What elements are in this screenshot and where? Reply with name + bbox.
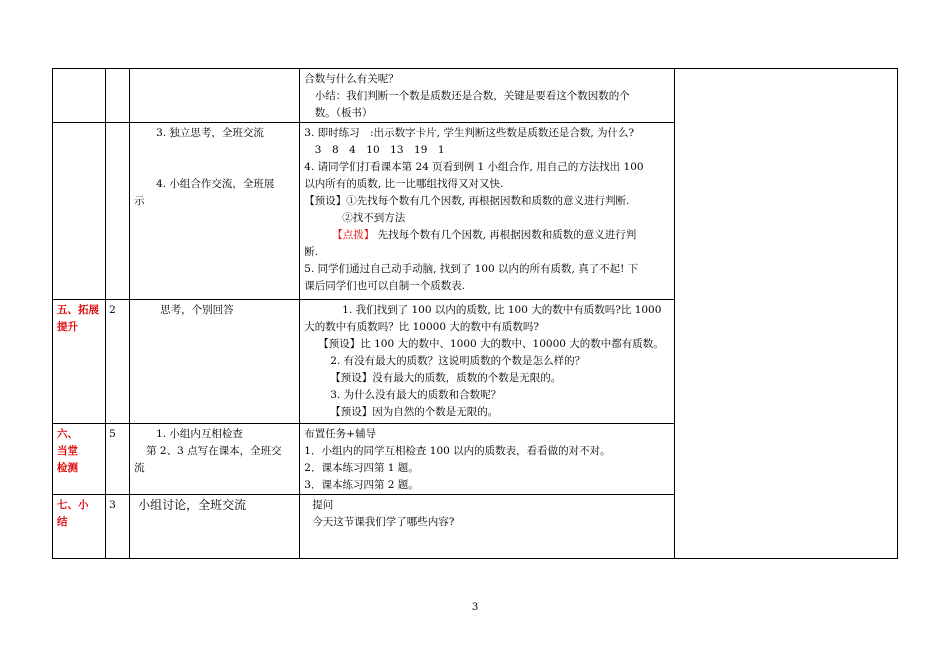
hint-text: 先找每个数有几个因数, 再根据因数和质数的意义进行判	[377, 229, 637, 241]
lesson-plan-table	[52, 68, 898, 559]
student-activity-cell	[130, 69, 300, 123]
notes-cell	[674, 69, 897, 559]
teacher-line: 5. 同学们通过自己动手动脑, 找到了 100 以内的所有质数, 真了不起! 下	[304, 263, 639, 275]
teacher-line: 小结：我们判断一个数是质数还是合数，关键是要看这个数因数的个	[304, 90, 630, 102]
section-cell	[53, 300, 106, 424]
student-line: 思考，个别回答	[160, 304, 234, 316]
teacher-line: 3 8 4 10 13 19 1	[304, 144, 445, 156]
student-activity-cell	[130, 300, 300, 424]
section-cell	[53, 69, 106, 123]
section-label: 检测	[57, 462, 78, 474]
teacher-line: 3. 为什么没有最大的质数和合数呢？	[330, 389, 502, 401]
teacher-hint-line	[304, 227, 671, 244]
teacher-line: 2. 有没有最大的质数？这说明质数的个数是怎么样的？	[330, 355, 586, 367]
teacher-activity-cell	[300, 424, 674, 495]
student-line: 示	[134, 195, 145, 207]
student-line: 第 2、3 点写在课本，全班交	[146, 445, 282, 457]
student-line: 流	[134, 462, 145, 474]
student-activity-cell	[130, 123, 300, 300]
teacher-line: 提问	[312, 499, 334, 511]
teacher-line: 布置任务+辅导	[304, 428, 377, 440]
teacher-line: 3. 即时练习 :出示数字卡片, 学生判断这些数是质数还是合数, 为什么?	[304, 127, 635, 139]
section-cell	[53, 424, 106, 495]
hint-label: 【点拨】	[332, 229, 375, 241]
teacher-activity-cell	[300, 123, 674, 300]
teacher-line: 今天这节课我们学了哪些内容?	[312, 516, 455, 528]
section-label: 五、拓展	[57, 304, 99, 316]
teacher-line: 以内所有的质数, 比一比哪组找得又对又快.	[304, 178, 504, 190]
minutes-cell	[106, 123, 130, 300]
section-cell	[53, 123, 106, 300]
teacher-line: 大的数中有质数吗？比 10000 大的数中有质数吗?	[304, 321, 539, 333]
teacher-line: 合数与什么有关呢？	[304, 73, 399, 85]
teacher-line: 【预设】比 100 大的数中、1000 大的数中、10000 大的数中都有质数。	[318, 338, 664, 350]
minutes-cell: 5	[106, 424, 130, 495]
student-activity-cell	[130, 495, 300, 559]
minutes-cell: 2	[106, 300, 130, 424]
section-label: 六、	[57, 428, 78, 440]
teacher-line: 1. 我们找到了 100 以内的质数, 比 100 大的数中有质数吗?比 1000	[342, 304, 662, 316]
minutes-cell: 3	[106, 495, 130, 559]
student-line: 1. 小组内互相检查	[156, 428, 243, 440]
teacher-line: 3．课本练习四第 2 题。	[304, 479, 419, 491]
section-label: 七、小	[57, 499, 89, 511]
section-cell	[53, 495, 106, 559]
teacher-line: 2．课本练习四第 1 题。	[304, 462, 419, 474]
teacher-line: 4. 请同学们打看课本第 24 页看到例 1 小组合作, 用自己的方法找出 100	[304, 161, 644, 173]
table-row	[53, 69, 898, 123]
section-label: 结	[57, 516, 68, 528]
teacher-activity-cell	[300, 300, 674, 424]
teacher-line: 1．小组内的同学互相检查 100 以内的质数表，看看做的对不对。	[304, 445, 611, 457]
teacher-activity-cell	[300, 495, 674, 559]
teacher-line: 数。（板书）	[304, 107, 373, 119]
teacher-line: 【预设】因为自然的个数是无限的。	[330, 406, 499, 418]
page-number: 3	[471, 602, 479, 613]
student-line: 4. 小组合作交流，全班展	[156, 178, 275, 190]
minutes-cell	[106, 69, 130, 123]
student-activity-cell	[130, 424, 300, 495]
section-label: 当堂	[57, 445, 78, 457]
section-label: 提升	[57, 321, 78, 333]
student-line: 3. 独立思考，全班交流	[156, 127, 264, 139]
teacher-line: 【预设】①先找每个数有几个因数, 再根据因数和质数的意义进行判断.	[304, 195, 630, 207]
teacher-line: 课后同学们也可以自制一个质数表.	[304, 280, 466, 292]
student-line: 小组讨论，全班交流	[138, 498, 247, 512]
teacher-activity-cell	[300, 69, 674, 123]
teacher-line: 【预设】没有最大的质数，质数的个数是无限的。	[330, 372, 562, 384]
teacher-line: ②找不到方法	[342, 212, 406, 224]
teacher-line: 断.	[304, 246, 319, 258]
